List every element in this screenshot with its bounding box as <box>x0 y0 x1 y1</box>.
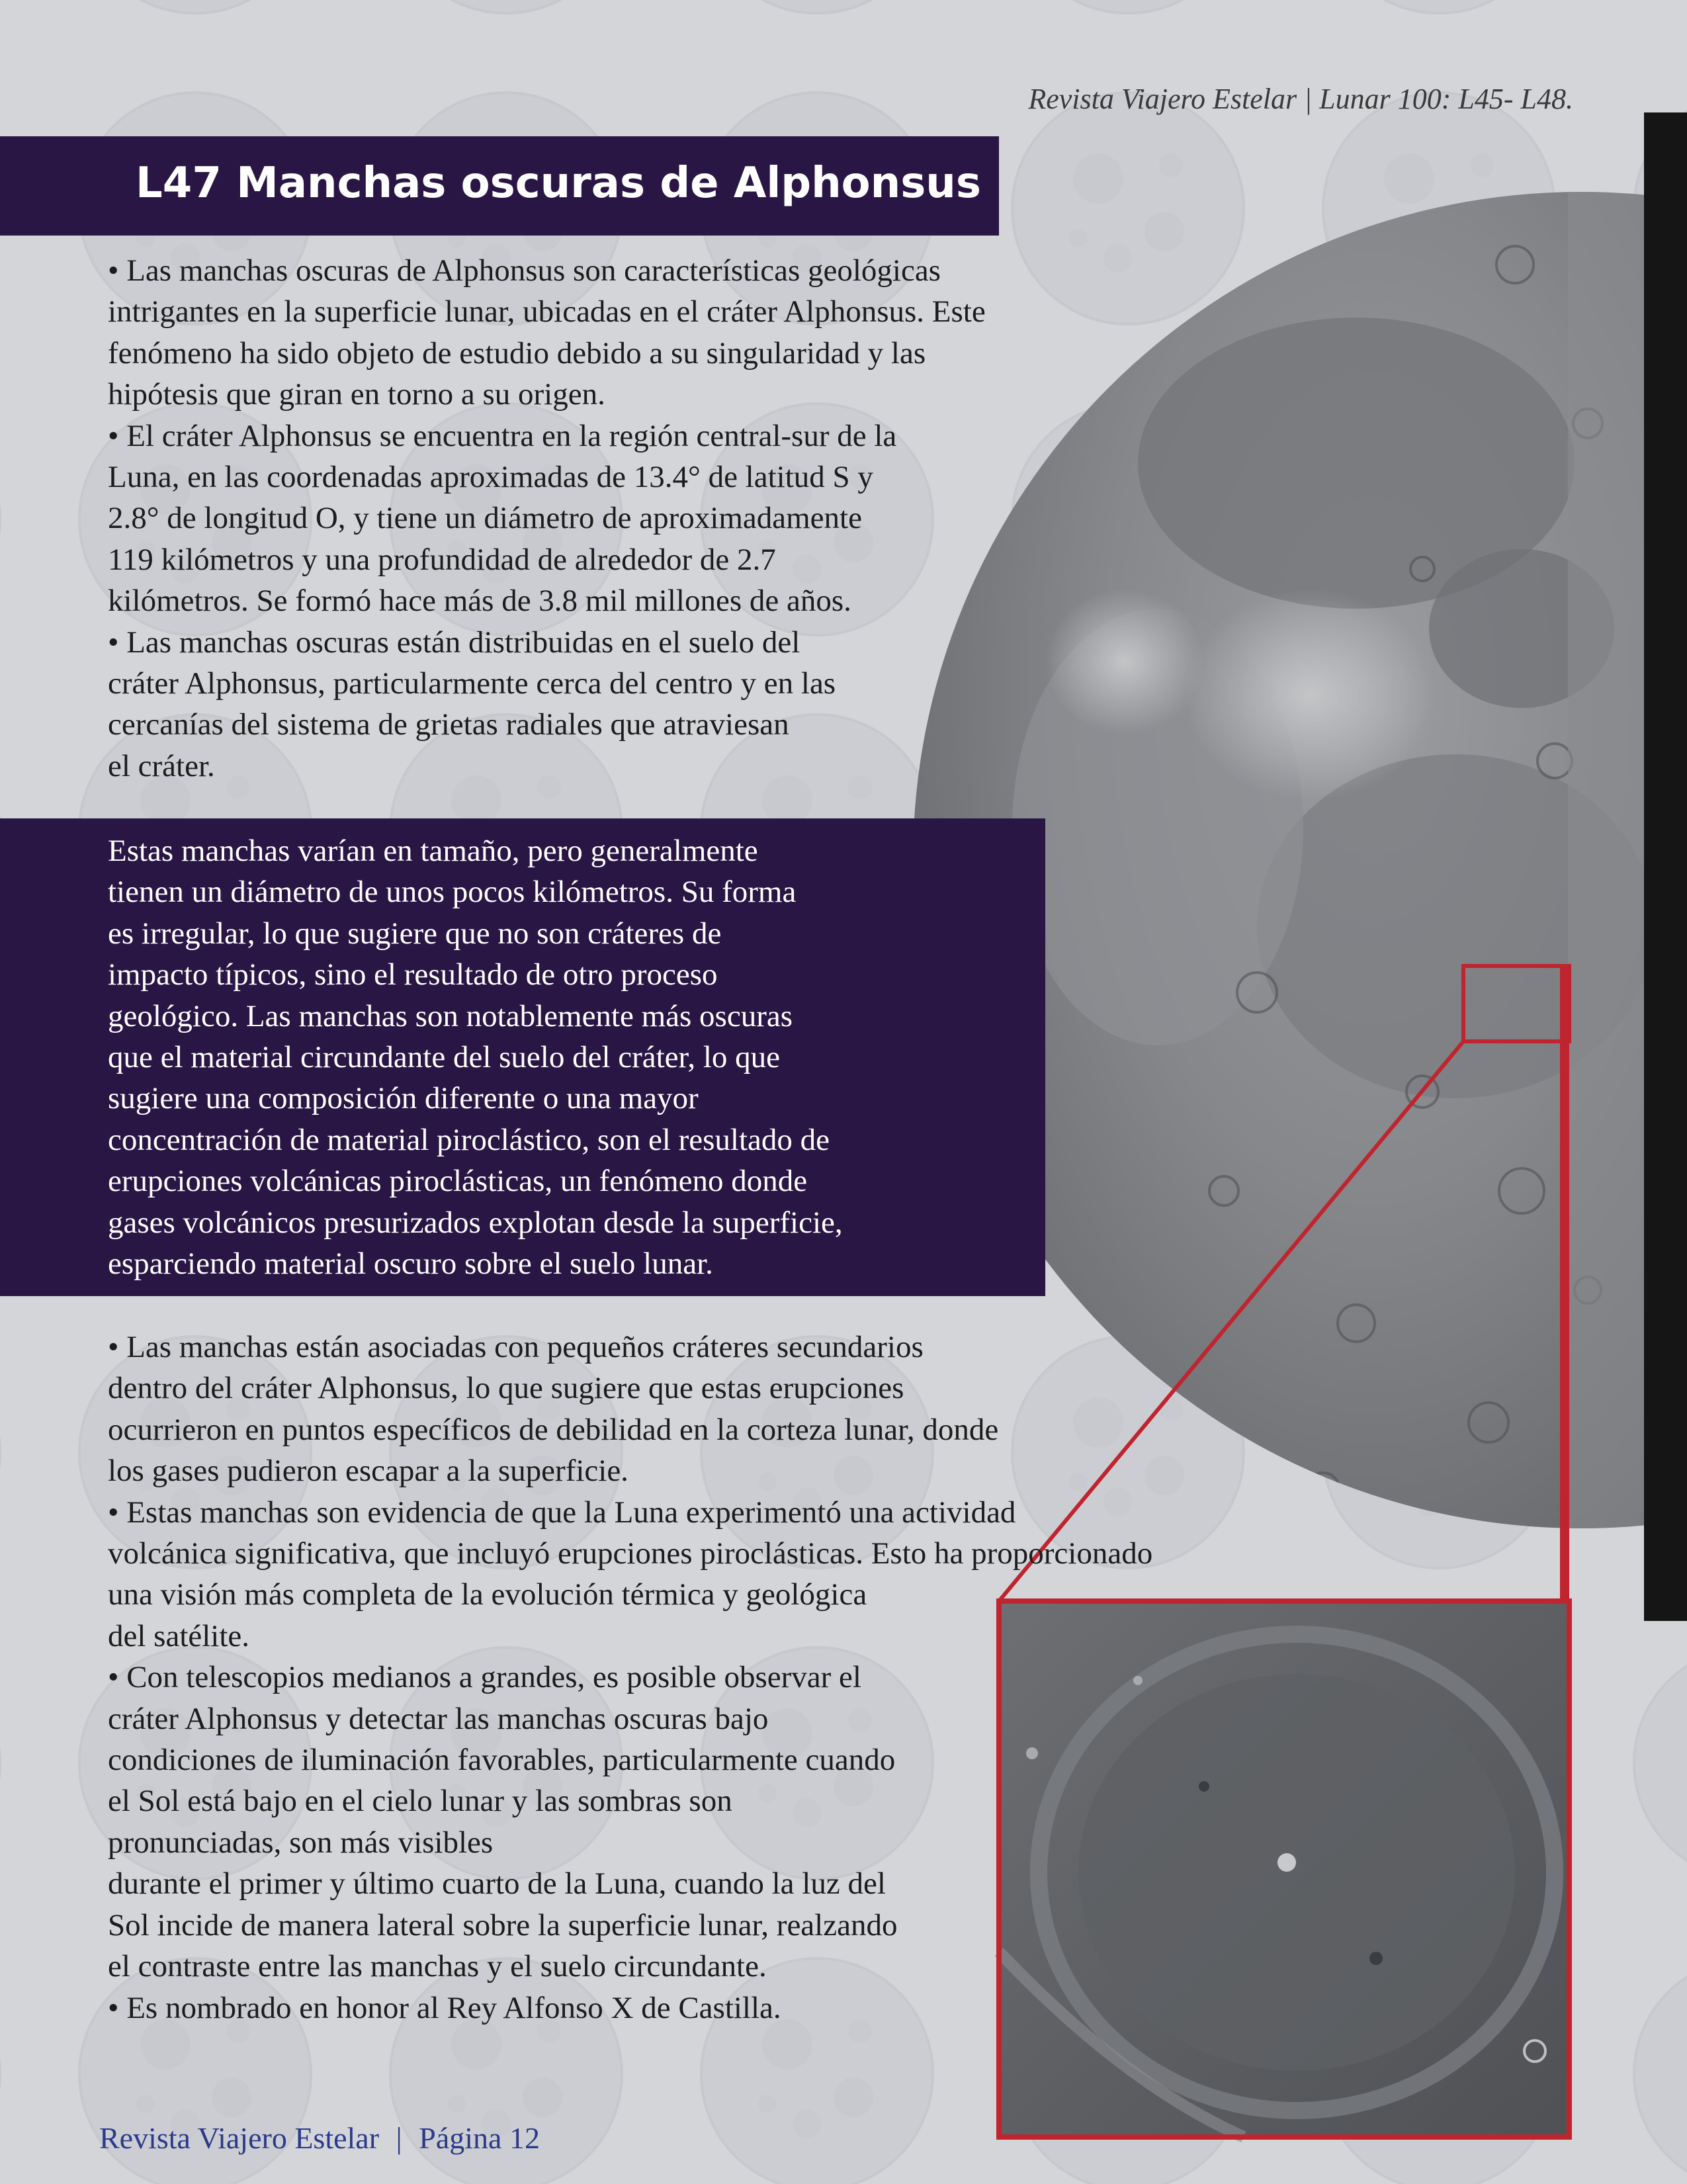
footer-page-number: Página 12 <box>419 2121 540 2155</box>
highlight-box-text: Estas manchas varían en tamaño, pero generalmente tienen un diámetro de unos pocos kilómetros. Su forma es irregular, lo que sugiere que no son cráteres de impacto típicos, sino el resultado de otro proceso geológico. Las manchas son notablemente más oscuras que el material circundante del suelo del cráter, lo que sugiere una composición diferente o una mayor concentración de material piroclástico, son el resultado de erupciones volcánicas piroclásticas, un fenómeno donde gases volcánicos presurizados explotan desde la superficie, esparciendo material oscuro sobre el suelo lunar. <box>108 834 843 1282</box>
highlight-box <box>0 818 1045 1296</box>
page-footer <box>99 2120 540 2156</box>
running-header: Revista Viajero Estelar | Lunar 100: L45- L48. <box>1028 83 1573 115</box>
article-section-1: • Las manchas oscuras de Alphonsus son características geológicas intrigantes en la superficie lunar, ubicadas en el cráter Alphonsus. Este fenómeno ha sido objeto de estudio debido a su singularidad y las hipótesis que giran en torno a su origen. • El cráter Alphonsus se encuentra en la región central-sur de la Luna, en las coordenadas aproximadas de 13.4° de latitud S y 2.8° de longitud O, y tiene un diámetro de aproximadamente 119 kilómetros y una profundidad de alrededor de 2.7 kilómetros. Se formó hace más de 3.8 mil millones de años. • Las manchas oscuras están distribuidas en el suelo del cráter Alphonsus, particularmente cerca del centro y en las cercanías del sistema de grietas radiales que atraviesan el cráter. <box>108 253 986 783</box>
article-title: L47 Manchas oscuras de Alphonsus <box>136 159 981 208</box>
footer-magazine-name: Revista Viajero Estelar <box>99 2121 380 2155</box>
title-bar <box>0 136 999 236</box>
article-section-2: • Las manchas están asociadas con pequeños cráteres secundarios dentro del cráter Alphonsus, lo que sugiere que estas erupciones ocurrieron en puntos específicos de debilidad en la corteza lunar, donde los gases pudieron escapar a la superficie. • Estas manchas son evidencia de que la Luna experimentó una actividad volcánica significativa, que incluyó erupciones piroclásticas. Esto ha proporcionado una visión más completa de la evolución térmica y geológica del satélite. • Con telescopios medianos a grandes, es posible observar el cráter Alphonsus y detectar las manchas oscuras bajo condiciones de iluminación favorables, particularmente cuando el Sol está bajo en el cielo lunar y las sombras son pronunciadas, son más visibles durante el primer y último cuarto de la Luna, cuando la luz del Sol incide de manera lateral sobre la superficie lunar, realzando el contraste entre las manchas y el suelo circundante. • Es nombrado en honor al Rey Alfonso X de Castilla. <box>108 1330 1153 2025</box>
footer-separator: | <box>396 2121 402 2155</box>
